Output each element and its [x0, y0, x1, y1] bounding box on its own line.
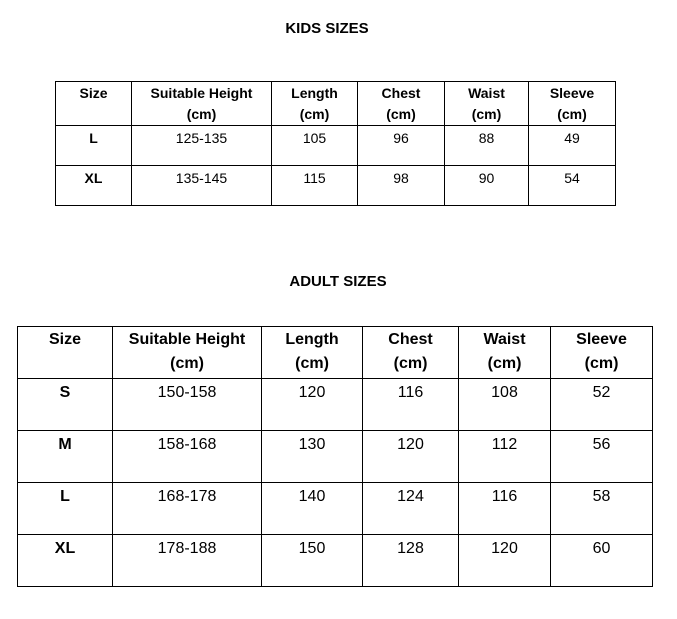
size-cell: XL	[56, 166, 132, 206]
header-waist: Waist (cm)	[459, 327, 551, 379]
header-chest: Chest (cm)	[363, 327, 459, 379]
header-sleeve: Sleeve (cm)	[551, 327, 653, 379]
size-cell: L	[18, 483, 113, 535]
kids-sizes-title: KIDS SIZES	[285, 20, 369, 37]
chest-cell: 120	[363, 431, 459, 483]
sleeve-cell: 60	[551, 535, 653, 587]
height-cell: 178-188	[113, 535, 262, 587]
waist-cell: 112	[459, 431, 551, 483]
header-size: Size	[56, 82, 132, 126]
length-cell: 105	[272, 126, 358, 166]
length-cell: 115	[272, 166, 358, 206]
chest-cell: 116	[363, 379, 459, 431]
chest-cell: 124	[363, 483, 459, 535]
height-cell: 125-135	[132, 126, 272, 166]
waist-cell: 108	[459, 379, 551, 431]
height-cell: 150-158	[113, 379, 262, 431]
table-row	[18, 431, 653, 483]
table-row	[56, 126, 616, 166]
height-cell: 135-145	[132, 166, 272, 206]
sleeve-cell: 56	[551, 431, 653, 483]
header-length: Length (cm)	[262, 327, 363, 379]
length-cell: 140	[262, 483, 363, 535]
table-header-row	[56, 82, 616, 126]
chest-cell: 128	[363, 535, 459, 587]
length-cell: 130	[262, 431, 363, 483]
header-waist: Waist (cm)	[445, 82, 529, 126]
height-cell: 158-168	[113, 431, 262, 483]
header-size: Size	[18, 327, 113, 379]
sleeve-cell: 54	[529, 166, 616, 206]
header-sleeve: Sleeve (cm)	[529, 82, 616, 126]
table-row	[18, 379, 653, 431]
size-cell: S	[18, 379, 113, 431]
table-row	[56, 166, 616, 206]
header-chest: Chest (cm)	[358, 82, 445, 126]
waist-cell: 116	[459, 483, 551, 535]
length-cell: 150	[262, 535, 363, 587]
table-header-row	[18, 327, 653, 379]
adult-size-table	[17, 326, 653, 587]
height-cell: 168-178	[113, 483, 262, 535]
sleeve-cell: 58	[551, 483, 653, 535]
chest-cell: 98	[358, 166, 445, 206]
waist-cell: 88	[445, 126, 529, 166]
header-suitable-height: Suitable Height (cm)	[113, 327, 262, 379]
size-cell: XL	[18, 535, 113, 587]
size-cell: L	[56, 126, 132, 166]
length-cell: 120	[262, 379, 363, 431]
size-cell: M	[18, 431, 113, 483]
sleeve-cell: 52	[551, 379, 653, 431]
table-row	[18, 483, 653, 535]
table-row	[18, 535, 653, 587]
waist-cell: 90	[445, 166, 529, 206]
chest-cell: 96	[358, 126, 445, 166]
header-length: Length (cm)	[272, 82, 358, 126]
sleeve-cell: 49	[529, 126, 616, 166]
waist-cell: 120	[459, 535, 551, 587]
kids-size-table	[55, 81, 616, 206]
adult-sizes-title: ADULT SIZES	[289, 273, 387, 290]
header-suitable-height: Suitable Height (cm)	[132, 82, 272, 126]
